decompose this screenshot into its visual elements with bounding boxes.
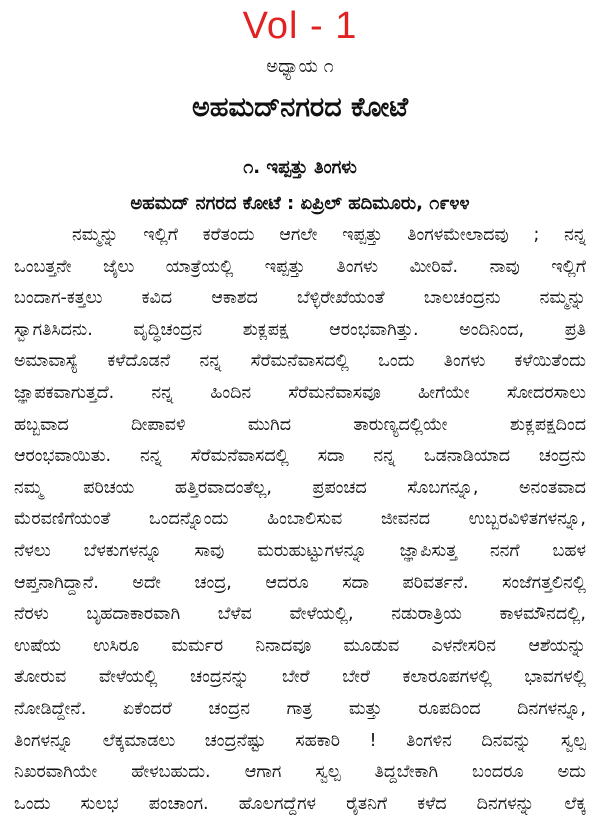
- body-line: ನೆಳಲು ಬೆಳಕುಗಳನ್ನೂ ಸಾವು ಮರುಹುಟ್ಟುಗಳನ್ನೂ ಜ್ಞಾಪಿಸುತ್ತ ನನಗೆ ಬಹಳ: [14, 540, 586, 561]
- body-line: ನಿಖರವಾಗಿಯೇ ಹೇಳಬಹುದು. ಆಗಾಗ ಸ್ವಲ್ಪ ತಿದ್ದಬೇಕಾಗಿ ಬಂದರೂ ಅದು: [14, 762, 586, 783]
- body-line: ಅಮಾವಾಸ್ಯೆ ಕಳೆದೊಡನೆ ನನ್ನ ಸೆರೆಮನೆವಾಸದಲ್ಲಿ ಒಂದು ತಿಂಗಳು ಕಳೆಯಿತೆಂದು: [14, 351, 586, 372]
- body-line: ಜ್ಞಾಪಕವಾಗುತ್ತದೆ. ನನ್ನ ಹಿಂದಿನ ಸೆರೆಮನೆವಾಸವೂ ಹೀಗೆಯೇ ಸೋದರಸಾಲು: [14, 382, 586, 403]
- body-text: [14, 220, 586, 820]
- body-line: ತೋರುವ ವೇಳೆಯಲ್ಲಿ ಚಂದ್ರನನ್ನು ಬೇರೆ ಬೇರೆ ಕಲಾರೂಪಗಳಲ್ಲಿ ಭಾವಗಳಲ್ಲಿ: [14, 667, 586, 688]
- body-line: ನೋಡಿದ್ದೇನೆ. ಏಕೆಂದರೆ ಚಂದ್ರನ ಗಾತ್ರ ಮತ್ತು ರೂಪದಿಂದ ದಿನಗಳನ್ನೂ,: [14, 698, 586, 719]
- body-line: ಹಬ್ಬವಾದ ದೀಪಾವಳಿ ಮುಗಿದ ತಾರುಣ್ಯದಲ್ಲಿಯೇ ಶುಕ್ಲಪಕ್ಷದಿಂದ: [14, 414, 586, 435]
- body-line: ಸ್ವಾಗತಿಸಿದನು. ವೃದ್ಧಿಚಂದ್ರನ ಶುಕ್ಲಪಕ್ಷ ಆರಂಭವಾಗಿತ್ತು. ಅಂದಿನಿಂದ, ಪ್ರತಿ: [14, 319, 586, 340]
- body-line: ನಮ್ಮ ಪರಿಚಯ ಹತ್ತಿರವಾದಂತೆಲ್ಲ, ಪ್ರಪಂಚದ ಸೊಬಗನ್ನೂ, ಅನಂತವಾದ: [14, 477, 586, 498]
- place-date-line: ಅಹಮದ್ ನಗರದ ಕೋಟೆ : ಏಪ್ರಿಲ್ ಹದಿಮೂರು, ೧೯೪೪: [130, 193, 470, 214]
- body-line: ಒಂದು ಸುಲಭ ಪಂಚಾಂಗ. ಹೊಲಗದ್ದೆಗಳ ರೈತನಿಗೆ ಕಳೆದ ದಿನಗಳನ್ನು ಲೆಕ್ಕ: [14, 793, 586, 814]
- chapter-title: ಅಹಮದ್‌ನಗರದ ಕೋಟೆ: [191, 92, 409, 123]
- body-line: ನೆರಳು ಬೃಹದಾಕಾರವಾಗಿ ಬೆಳೆವ ವೇಳೆಯಲ್ಲಿ, ನಡುರಾತ್ರಿಯ ಕಾಳಮೌನದಲ್ಲಿ,: [14, 604, 586, 625]
- body-line: ತಿಂಗಳನ್ನೂ ಲೆಕ್ಕಮಾಡಲು ಚಂದ್ರನೆಷ್ಟು ಸಹಕಾರಿ ! ತಿಂಗಳಿನ ದಿನವನ್ನು ಸ್ವಲ್ಪ: [14, 730, 586, 751]
- body-line: ಮೆರವಣಿಗೆಯಂತೆ ಒಂದನ್ನೊಂದು ಹಿಂಬಾಲಿಸುವ ಜೀವನದ ಉಬ್ಬರವಿಳಿತಗಳನ್ನೂ,: [14, 509, 586, 530]
- volume-label: Vol - 1: [242, 5, 358, 47]
- body-line: ಆರಂಭವಾಯಿತು. ನನ್ನ ಸೆರೆಮನೆವಾಸದಲ್ಲಿ ಸದಾ ನನ್ನ ಒಡನಾಡಿಯಾದ ಚಂದ್ರನು: [14, 446, 586, 467]
- body-line: ಉಷೆಯ ಉಸಿರೂ ಮರ್ಮರ ನಿನಾದವೂ ಮೂಡುವ ಎಳನೇಸರಿನ ಆಶೆಯನ್ನು: [14, 635, 586, 656]
- chapter-number: ಅಧ್ಯಾಯ ೧: [266, 56, 334, 77]
- section-heading: ೧. ಇಪ್ಪತ್ತು ತಿಂಗಳು: [243, 157, 357, 178]
- body-line: ನಮ್ಮನ್ನು ಇಲ್ಲಿಗೆ ಕರೆತಂದು ಆಗಲೇ ಇಪ್ಪತ್ತು ತಿಂಗಳಮೇಲಾದವು ; ನನ್ನ: [72, 225, 586, 245]
- body-line: ಒಂಬತ್ತನೇ ಜೈಲು ಯಾತ್ರೆಯಲ್ಲಿ ಇಪ್ಪತ್ತು ತಿಂಗಳು ಮೀರಿವೆ. ನಾವು ಇಲ್ಲಿಗೆ: [14, 256, 586, 277]
- body-line: ಆಪ್ತನಾಗಿದ್ದಾನೆ. ಅದೇ ಚಂದ್ರ, ಆದರೂ ಸದಾ ಪರಿವರ್ತನೆ. ಸಂಜೆಗತ್ತಲಿನಲ್ಲಿ: [14, 572, 586, 593]
- body-line: ಬಂದಾಗ-ಕತ್ತಲು ಕವಿದ ಆಕಾಶದ ಬೆಳ್ಳಿರೇಖೆಯಂತೆ ಬಾಲಚಂದ್ರನು ನಮ್ಮನ್ನು: [14, 288, 586, 309]
